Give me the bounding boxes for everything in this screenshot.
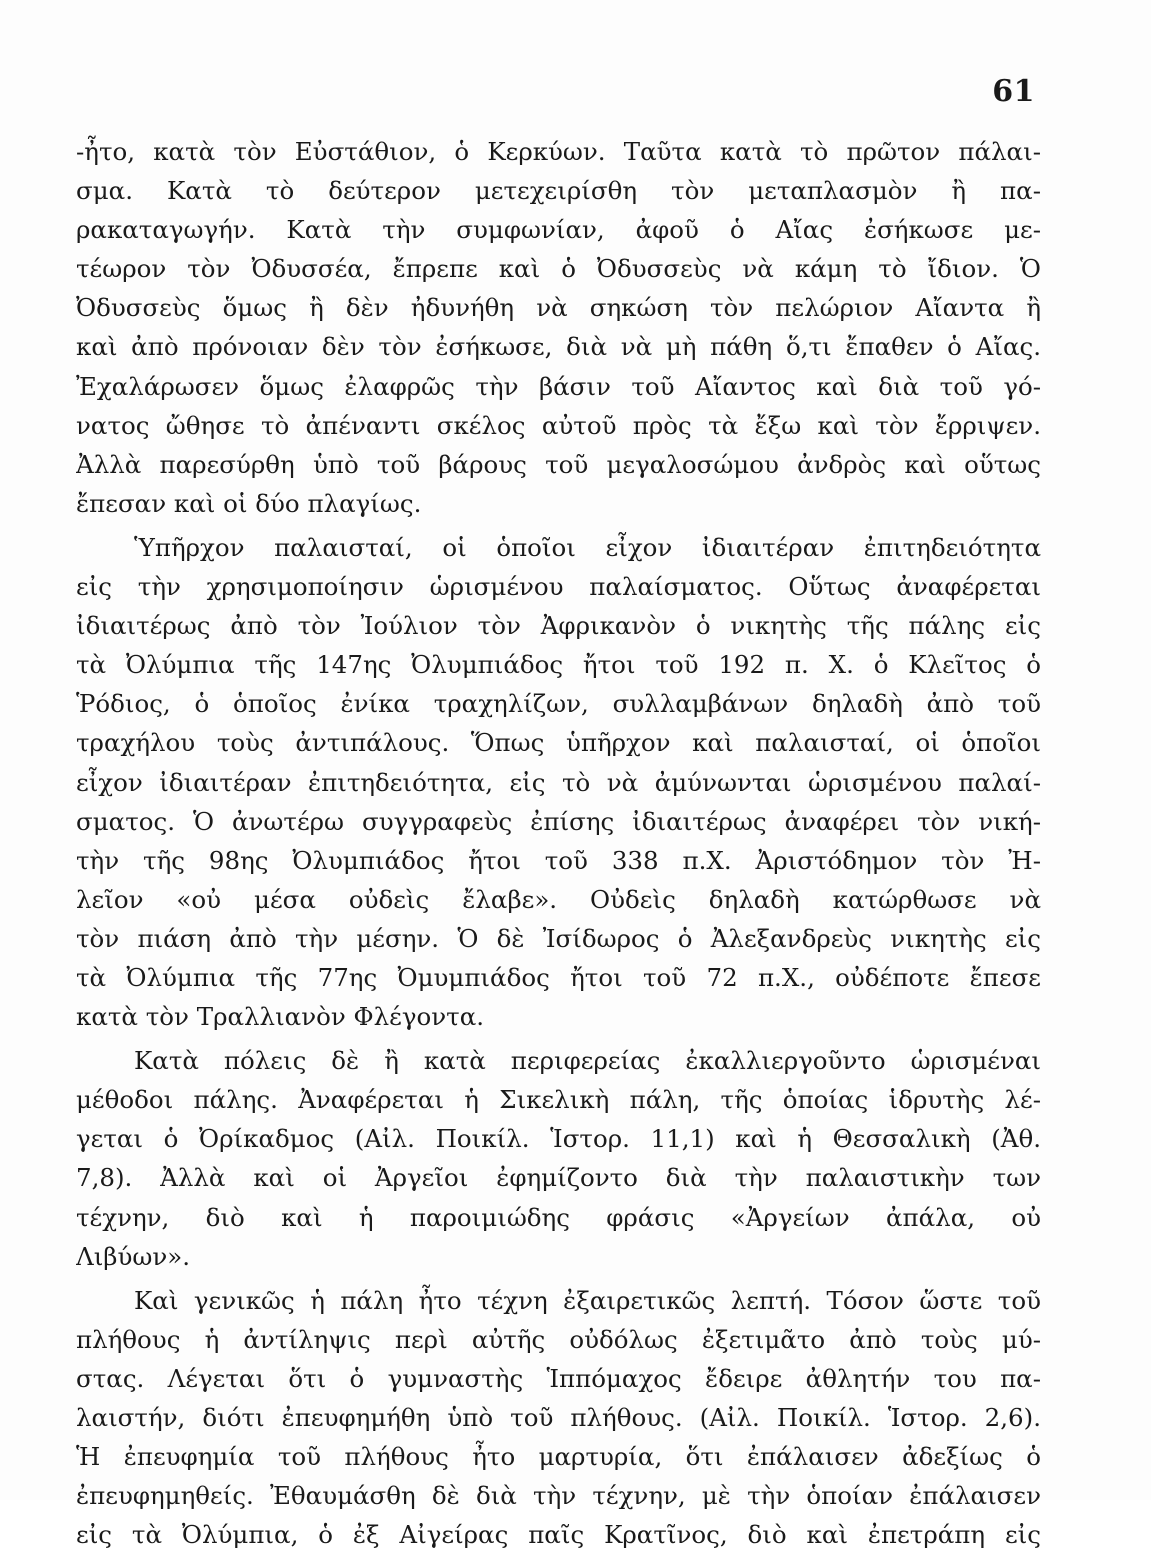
text-line: Ἀλλὰ παρεσύρθη ὑπὸ τοῦ βάρους τοῦ μεγαλοσώμου ἀνδρὸς καὶ οὕτως: [76, 449, 1041, 479]
text-line: Ἐχαλάρωσεν ὅμως ἐλαφρῶς τὴν βάσιν τοῦ Αἴαντος καὶ διὰ τοῦ γό-: [76, 371, 1041, 401]
text-line: εἶχον ἰδιαιτέραν ἐπιτηδειότητα, εἰς τὸ νὰ ἀμύνωνται ὡρισμένου παλαί-: [76, 767, 1041, 797]
text-line: λαιστήν, διότι ἐπευφημήθη ὑπὸ τοῦ πλήθους. (Αἰλ. Ποικίλ. Ἱστορ. 2,6).: [76, 1403, 1041, 1432]
text-line: νατος ὤθησε τὸ ἀπέναντι σκέλος αὐτοῦ πρὸς τὰ ἔξω καὶ τὸν ἔρριψεν.: [76, 410, 1041, 440]
text-line: ἔπεσαν καὶ οἱ δύο πλαγίως.: [76, 488, 422, 518]
text-line: Ἡ ἐπευφημία τοῦ πλήθους ἦτο μαρτυρία, ὅτι ἐπάλαισεν ἀδεξίως ὁ: [76, 1442, 1041, 1472]
body-text: [76, 132, 1041, 1554]
text-line: ἐπευφημηθείς. Ἐθαυμάσθη δὲ διὰ τὴν τέχνην, μὲ τὴν ὁποίαν ἐπάλαισεν: [76, 1481, 1041, 1511]
text-line: Ὀδυσσεὺς ὅμως ἢ δὲν ἠδυνήθη νὰ σηκώση τὸν πελώριον Αἴαντα ἢ: [76, 293, 1041, 323]
text-line: ρακαταγωγήν. Κατὰ τὴν συμφωνίαν, ἀφοῦ ὁ Αἴας ἐσήκωσε με-: [76, 215, 1041, 245]
paragraph-4: [76, 1281, 1041, 1554]
text-line: τραχήλου τοὺς ἀντιπάλους. Ὅπως ὑπῆρχον καὶ παλαισταί, οἱ ὁποῖοι: [76, 728, 1041, 758]
text-line: τὴν τῆς 98ης Ὀλυμπιάδος ἤτοι τοῦ 338 π.Χ. Ἀριστόδημον τὸν Ἠ-: [76, 845, 1041, 875]
text-line: Ῥόδιος, ὁ ὁποῖος ἐνίκα τραχηλίζων, συλλαμβάνων δηλαδὴ ἀπὸ τοῦ: [76, 689, 1041, 719]
text-line: πλήθους ἡ ἀντίληψις περὶ αὐτῆς οὐδόλως ἐξετιμᾶτο ἀπὸ τοὺς μύ-: [76, 1324, 1041, 1354]
text-line: σμα. Κατὰ τὸ δεύτερον μετεχειρίσθη τὸν μεταπλασμὸν ἢ πα-: [76, 176, 1041, 206]
text-line: μέθοδοι πάλης. Ἀναφέρεται ἡ Σικελικὴ πάλη, τῆς ὁποίας ἱδρυτὴς λέ-: [76, 1085, 1041, 1115]
page-number: 61: [992, 74, 1035, 109]
paragraph-3: [76, 1041, 1041, 1276]
text-line: Καὶ γενικῶς ἡ πάλη ἦτο τέχνη ἐξαιρετικῶς λεπτή. Τόσον ὥστε τοῦ: [134, 1285, 1041, 1315]
text-line: 7,8). Ἀλλὰ καὶ οἱ Ἀργεῖοι ἐφημίζοντο διὰ τὴν παλαιστικὴν των: [76, 1163, 1041, 1193]
text-line: -ἦτο, κατὰ τὸν Εὐστάθιον, ὁ Κερκύων. Ταῦτα κατὰ τὸ πρῶτον πάλαι-: [76, 137, 1041, 166]
paragraph-1: [76, 132, 1041, 523]
text-line: Κατὰ πόλεις δὲ ἢ κατὰ περιφερείας ἐκαλλιεργοῦντο ὡρισμέναι: [134, 1046, 1041, 1076]
text-line: στας. Λέγεται ὅτι ὁ γυμναστὴς Ἱππόμαχος ἔδειρε ἀθλητήν του πα-: [76, 1363, 1041, 1393]
text-line: τὰ Ὀλύμπια τῆς 77ης Ὀμυμπιάδος ἤτοι τοῦ 72 π.Χ., οὐδέποτε ἔπεσε: [76, 962, 1041, 992]
text-line: εἰς τὴν χρησιμοποίησιν ὡρισμένου παλαίσματος. Οὕτως ἀναφέρεται: [76, 572, 1041, 602]
text-line: τὸν πιάση ἀπὸ τὴν μέσην. Ὁ δὲ Ἰσίδωρος ὁ Ἀλεξανδρεὺς νικητὴς εἰς: [76, 923, 1041, 953]
text-line: Ὑπῆρχον παλαισταί, οἱ ὁποῖοι εἶχον ἰδιαιτέραν ἐπιτηδειότητα: [134, 532, 1041, 562]
text-line: τὰ Ὀλύμπια τῆς 147ης Ὀλυμπιάδος ἤτοι τοῦ 192 π. Χ. ὁ Κλεῖτος ὁ: [76, 650, 1041, 680]
text-line: Λιβύων».: [76, 1241, 191, 1271]
text-line: ἰδιαιτέρως ἀπὸ τὸν Ἰούλιον τὸν Ἀφρικανὸν ὁ νικητὴς τῆς πάλης εἰς: [76, 611, 1041, 641]
text-line: κατὰ τὸν Τραλλιανὸν Φλέγοντα.: [76, 1002, 485, 1032]
text-line: σματος. Ὁ ἀνωτέρω συγγραφεὺς ἐπίσης ἰδιαιτέρως ἀναφέρει τὸν νική-: [76, 806, 1041, 836]
text-line: εἰς τὰ Ὀλύμπια, ὁ ἐξ Αἰγείρας παῖς Κρατῖνος, διὸ καὶ ἐπετράπη εἰς: [76, 1520, 1041, 1550]
text-line: γεται ὁ Ὀρίκαδμος (Αἰλ. Ποικίλ. Ἱστορ. 11,1) καὶ ἡ Θεσσαλικὴ (Ἀθ.: [76, 1124, 1041, 1154]
text-line: τέχνην, διὸ καὶ ἡ παροιμιώδης φράσις «Ἀργείων ἀπάλα, οὐ: [76, 1202, 1041, 1232]
text-line: λεῖον «οὐ μέσα οὐδεὶς ἔλαβε». Οὐδεὶς δηλαδὴ κατώρθωσε νὰ: [76, 884, 1041, 914]
text-line: τέωρον τὸν Ὀδυσσέα, ἔπρεπε καὶ ὁ Ὀδυσσεὺς νὰ κάμη τὸ ἴδιον. Ὁ: [76, 254, 1041, 284]
paragraph-2: [76, 528, 1041, 1036]
text-line: καὶ ἀπὸ πρόνοιαν δὲν τὸν ἐσήκωσε, διὰ νὰ μὴ πάθη ὅ,τι ἔπαθεν ὁ Αἴας.: [76, 332, 1041, 362]
